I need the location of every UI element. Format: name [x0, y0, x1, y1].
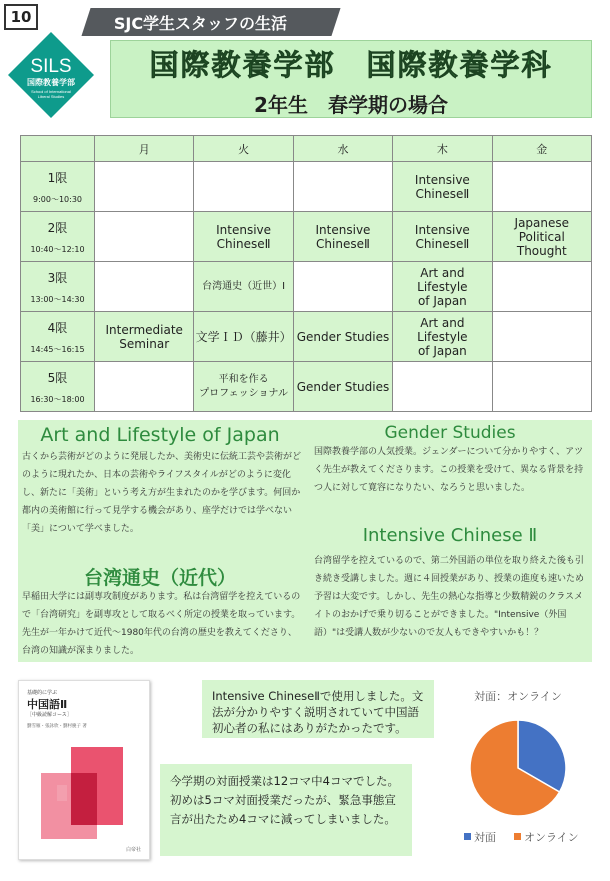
class-cell: Art and Lifestyle of Japan — [393, 262, 492, 312]
class-cell: Art and Lifestyle of Japan — [393, 312, 492, 362]
timetable-row — [21, 312, 592, 362]
class-cell — [393, 362, 492, 412]
timetable-row — [21, 362, 592, 412]
chinese-heading: Intensive Chinese Ⅱ — [362, 525, 538, 546]
title-box — [110, 40, 592, 118]
class-cell: Intensive ChineseⅡ — [194, 212, 293, 262]
sils-logo — [6, 30, 96, 120]
period-label: 2限 — [47, 220, 68, 235]
class-cell — [194, 162, 293, 212]
taiwan-text: 早稲田大学には副専攻制度があります。私は台湾留学を控えているので「台湾研究」を副専攻として取るべく所定の授業を取っています。先生が一年かけて近代～1980年代の台湾の歴史を教えてくださり、台湾の知識が深まりました。 — [22, 592, 301, 656]
book-publisher: 白帝社 — [125, 847, 141, 853]
period-label: 4限 — [47, 320, 68, 335]
class-cell: 平和を作る プロフェッショナル — [194, 362, 293, 412]
art-heading: Art and Lifestyle of Japan — [40, 424, 280, 446]
period-cell — [21, 212, 95, 262]
class-cell — [492, 362, 591, 412]
class-cell: Intensive ChineseⅡ — [293, 212, 392, 262]
subtitle-band — [81, 8, 340, 36]
class-cell — [95, 212, 194, 262]
period-time: 14:45～16:15 — [30, 344, 85, 354]
gender-heading: Gender Studies — [384, 423, 516, 443]
logo-english-2: Liberal Studies — [37, 94, 65, 99]
timetable-row — [21, 212, 592, 262]
class-cell — [492, 162, 591, 212]
day-header: 月 — [95, 136, 194, 162]
corner-cell — [21, 136, 95, 162]
period-cell — [21, 362, 95, 412]
period-time: 13:00～14:30 — [30, 294, 85, 304]
period-time: 16:30～18:00 — [30, 394, 85, 404]
legend-label: オンライン — [524, 831, 579, 844]
class-cell: Intermediate Seminar — [95, 312, 194, 362]
period-label: 1限 — [47, 170, 68, 185]
period-label: 3限 — [47, 270, 68, 285]
gender-text: 国際教養学部の人気授業。ジェンダーについて分かりやすく、アツく先生が教えてくださります。この授業を受けて、異なる背景を持つ人に対して寛容になりたい、なろうと思いました。 — [314, 447, 584, 493]
legend-swatch — [464, 833, 471, 840]
class-cell — [492, 312, 591, 362]
day-header: 水 — [293, 136, 392, 162]
class-cell: 文学ＩＤ（藤井） — [194, 312, 293, 362]
day-header: 火 — [194, 136, 293, 162]
class-cell — [293, 162, 392, 212]
class-cell: Japanese Political Thought — [492, 212, 591, 262]
period-cell — [21, 312, 95, 362]
period-cell — [21, 262, 95, 312]
pie-data-label: 対面：オンライン — [474, 690, 562, 703]
class-format-pie-chart — [438, 676, 602, 872]
page-title: 国際教養学部 国際教養学科 — [149, 48, 553, 82]
class-cell: Intensive ChineseⅡ — [393, 212, 492, 262]
legend-label: 対面 — [474, 831, 496, 844]
period-time: 9:00～10:30 — [32, 194, 83, 204]
period-cell — [21, 162, 95, 212]
book-cover-art — [19, 681, 151, 861]
book-title: 中国語Ⅱ — [27, 698, 68, 711]
day-header: 金 — [492, 136, 591, 162]
legend-swatch — [514, 833, 521, 840]
period-label: 5限 — [47, 370, 68, 385]
class-cell: 台湾通史（近世）Ⅰ — [194, 262, 293, 312]
day-header: 木 — [393, 136, 492, 162]
timetable-row — [21, 162, 592, 212]
class-cell — [95, 162, 194, 212]
textbook-note: Intensive ChineseⅡで使用しました。文法が分かりやすく説明されていて中国語初心者の私にはありがたかったです。 — [202, 680, 434, 738]
period-time: 10:40～12:10 — [30, 244, 85, 254]
book-authors: 劉雪雁・張詠欣・劉村慶子 著 — [27, 724, 87, 729]
class-cell — [95, 262, 194, 312]
class-cell: Gender Studies — [293, 362, 392, 412]
page-number: 10 — [4, 4, 38, 30]
class-cell — [95, 362, 194, 412]
logo-faculty: 国際教養学部 — [27, 78, 75, 87]
class-cell — [492, 262, 591, 312]
textbook-cover — [18, 680, 150, 860]
class-cell: Gender Studies — [293, 312, 392, 362]
page-subtitle: 2年生 春学期の場合 — [254, 93, 448, 117]
class-cell — [293, 262, 392, 312]
timetable — [20, 135, 592, 412]
class-format-note: 今学期の対面授業は12コマ中4コマでした。初めは5コマ対面授業だったが、緊急事態宣言が出たため4コマに減ってしまいました。 — [160, 764, 412, 856]
chinese-text: 台湾留学を控えているので、第二外国語の単位を取り終えた後も引き続き受講しました。週に４回授業があり、授業の進度も速いため予習は大変です。しかし、先生の熱心な指導と少数精鋭のクラスメイトのおかげで乗り切ることができました。"Intensive（外国語）"は受講人数が少ないので友人もできやすいかも！？ — [314, 556, 585, 638]
subtitle: SJC学生スタッフの生活 — [114, 13, 288, 33]
art-text: 古くから芸術がどのように発展したか、美術史に伝統工芸や芸術がどのように現れたか、日本の芸術やライフスタイルがどのように変化し、新たに「美術」という考え方が生まれたのかを学びます。何回か都内の美術館に行って見学する機会があり、座学だけでは学べない「美」について学べました。 — [22, 452, 302, 534]
timetable-header — [21, 136, 592, 162]
logo-text: SILS — [30, 56, 72, 77]
class-cell: Intensive ChineseⅡ — [393, 162, 492, 212]
logo-english-1: School of International — [31, 89, 71, 94]
timetable-row — [21, 262, 592, 312]
taiwan-heading: 台湾通史（近代） — [83, 567, 236, 589]
book-series: 基礎的に学ぶ — [27, 690, 58, 696]
book-course: ［中級読解コース］ — [27, 712, 72, 718]
